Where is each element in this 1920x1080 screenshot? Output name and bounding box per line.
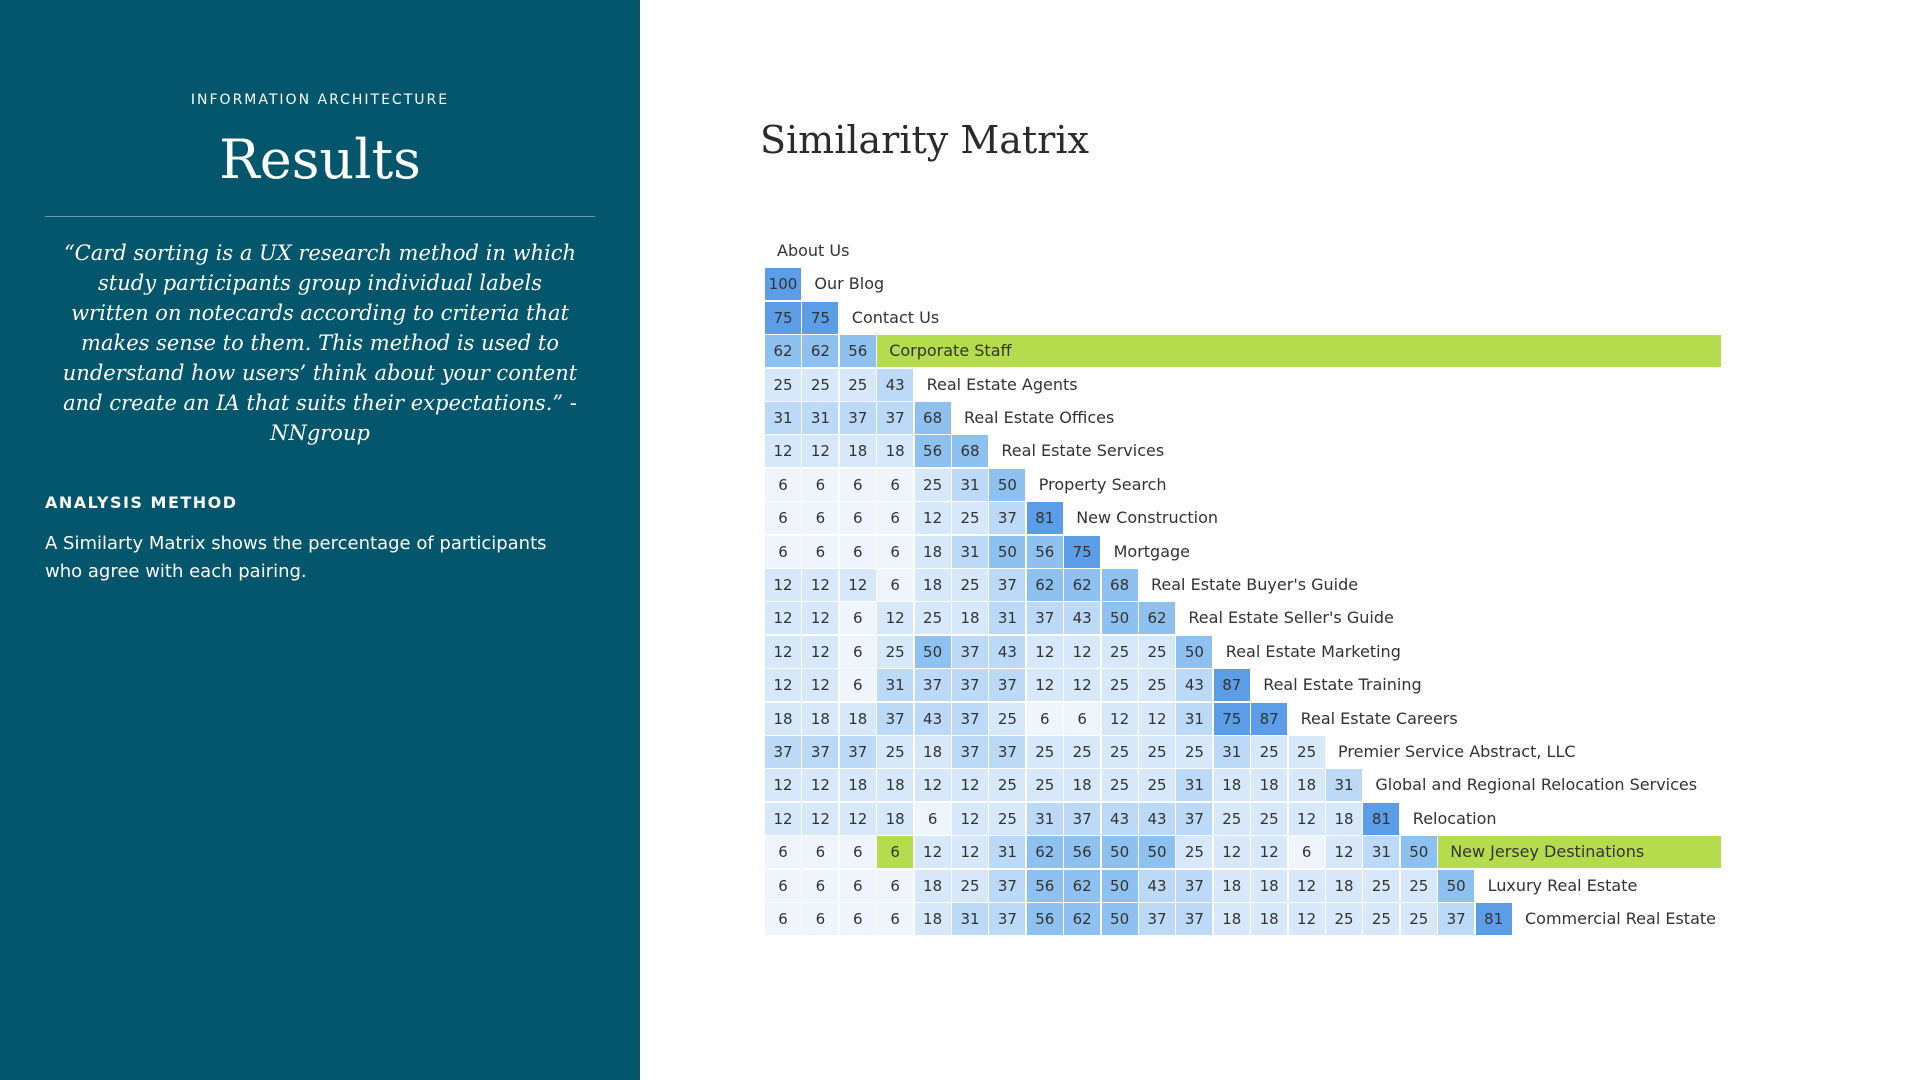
matrix-cell: 6	[915, 803, 951, 835]
matrix-cell: 31	[989, 602, 1025, 634]
matrix-cell: 12	[952, 769, 988, 801]
matrix-cell: 6	[840, 602, 876, 634]
matrix-cell: 31	[952, 903, 988, 935]
matrix-row	[765, 569, 1721, 601]
matrix-cell: 25	[1251, 736, 1287, 768]
matrix-row-label: Mortgage	[1113, 541, 1190, 561]
matrix-cell: 37	[877, 402, 913, 434]
matrix-cell: 6	[765, 870, 801, 902]
matrix-cell: 12	[952, 836, 988, 868]
matrix-row-label: Real Estate Services	[1001, 441, 1165, 461]
matrix-cell: 6	[877, 870, 913, 902]
matrix-cell: 100	[765, 268, 801, 300]
matrix-cell: 25	[1139, 669, 1175, 701]
matrix-cell: 37	[989, 502, 1025, 534]
matrix-cell: 6	[765, 536, 801, 568]
matrix-row-label: Real Estate Marketing	[1225, 641, 1401, 661]
matrix-cell: 62	[1064, 569, 1100, 601]
matrix-cell: 37	[989, 870, 1025, 902]
matrix-cell: 18	[840, 703, 876, 735]
matrix-cell: 81	[1476, 903, 1512, 935]
matrix-cell: 31	[802, 402, 838, 434]
matrix-cell: 31	[765, 402, 801, 434]
matrix-cell: 12	[1289, 803, 1325, 835]
matrix-row	[765, 870, 1721, 902]
matrix-cell: 37	[952, 669, 988, 701]
matrix-title: Similarity Matrix	[760, 118, 1089, 162]
matrix-cell: 6	[877, 836, 913, 868]
matrix-cell: 37	[915, 669, 951, 701]
matrix-row-label: Premier Service Abstract, LLC	[1338, 742, 1576, 761]
matrix-row-label: About Us	[777, 241, 850, 260]
matrix-row	[765, 502, 1721, 534]
matrix-cell: 6	[840, 669, 876, 701]
matrix-cell: 6	[840, 636, 876, 668]
matrix-cell: 87	[1214, 669, 1250, 701]
matrix-cell: 18	[1251, 769, 1287, 801]
matrix-cell: 25	[1214, 803, 1250, 835]
matrix-row	[765, 836, 1721, 868]
page-title: Results	[219, 128, 421, 191]
matrix-cell: 12	[765, 769, 801, 801]
matrix-cell: 50	[1438, 870, 1474, 902]
matrix-cell: 25	[1401, 870, 1437, 902]
matrix-cell: 25	[952, 502, 988, 534]
matrix-cell: 25	[1401, 903, 1437, 935]
section-eyebrow: INFORMATION ARCHITECTURE	[190, 92, 450, 108]
matrix-cell: 37	[840, 402, 876, 434]
matrix-cell: 25	[989, 703, 1025, 735]
matrix-cell: 18	[1251, 870, 1287, 902]
matrix-cell: 18	[877, 803, 913, 835]
matrix-cell: 18	[1326, 803, 1362, 835]
matrix-cell: 6	[1064, 703, 1100, 735]
matrix-cell: 75	[802, 302, 838, 334]
matrix-cell: 12	[765, 636, 801, 668]
matrix-row	[765, 335, 1721, 367]
matrix-cell: 6	[840, 469, 876, 501]
matrix-cell: 18	[877, 435, 913, 467]
matrix-cell: 12	[1214, 836, 1250, 868]
matrix-cell: 6	[877, 903, 913, 935]
matrix-cell: 12	[802, 435, 838, 467]
matrix-cell: 12	[1102, 703, 1138, 735]
matrix-cell: 12	[765, 669, 801, 701]
matrix-row-label: Relocation	[1412, 808, 1497, 828]
matrix-cell: 25	[1102, 769, 1138, 801]
matrix-cell: 12	[765, 569, 801, 601]
matrix-row-label: Real Estate Buyer's Guide	[1151, 575, 1359, 594]
matrix-row-label: Real Estate Training	[1263, 675, 1422, 695]
matrix-cell: 37	[1176, 903, 1212, 935]
matrix-row-label: New Jersey Destinations	[1438, 836, 1721, 868]
matrix-cell: 50	[1139, 836, 1175, 868]
matrix-cell: 62	[1064, 870, 1100, 902]
matrix-cell: 37	[1176, 803, 1212, 835]
matrix-row	[765, 703, 1721, 735]
card-sorting-quote: “Card sorting is a UX research method in which study participants group individual labels written on notecards according to criteria that makes sense to them. This method is used to understand how users’ think about your content and create an IA that suits their expectations.” - NNgroup	[62, 241, 578, 445]
matrix-cell: 12	[840, 803, 876, 835]
matrix-cell: 6	[802, 903, 838, 935]
matrix-row	[765, 369, 1721, 401]
matrix-cell: 6	[840, 536, 876, 568]
matrix-cell: 31	[1326, 769, 1362, 801]
matrix-cell: 50	[1102, 870, 1138, 902]
divider	[45, 216, 595, 217]
matrix-cell: 25	[989, 803, 1025, 835]
matrix-row-label: Real Estate Offices	[964, 408, 1115, 427]
matrix-cell: 12	[802, 636, 838, 668]
matrix-cell: 56	[1027, 870, 1063, 902]
matrix-cell: 75	[1064, 536, 1100, 568]
matrix-cell: 50	[1102, 602, 1138, 634]
matrix-cell: 18	[1214, 769, 1250, 801]
matrix-cell: 81	[1027, 502, 1063, 534]
matrix-cell: 37	[1139, 903, 1175, 935]
matrix-cell: 25	[1139, 769, 1175, 801]
matrix-cell: 12	[877, 602, 913, 634]
matrix-cell: 37	[989, 736, 1025, 768]
matrix-cell: 18	[1214, 870, 1250, 902]
matrix-row	[765, 302, 1721, 334]
matrix-cell: 18	[1289, 769, 1325, 801]
matrix-cell: 12	[915, 502, 951, 534]
matrix-row-label: Corporate Staff	[877, 335, 1721, 367]
matrix-cell: 25	[915, 602, 951, 634]
matrix-row-label: Real Estate Agents	[926, 374, 1078, 394]
matrix-cell: 6	[802, 836, 838, 868]
matrix-cell: 37	[952, 636, 988, 668]
matrix-cell: 12	[802, 803, 838, 835]
matrix-cell: 62	[765, 335, 801, 367]
matrix-cell: 18	[1214, 903, 1250, 935]
matrix-cell: 25	[1176, 836, 1212, 868]
matrix-cell: 62	[1027, 569, 1063, 601]
matrix-cell: 25	[1139, 636, 1175, 668]
matrix-cell: 12	[765, 803, 801, 835]
matrix-cell: 12	[802, 669, 838, 701]
matrix-cell: 37	[952, 703, 988, 735]
matrix-cell: 18	[765, 703, 801, 735]
matrix-cell: 25	[1139, 736, 1175, 768]
matrix-cell: 50	[1102, 836, 1138, 868]
matrix-cell: 56	[1027, 536, 1063, 568]
matrix-cell: 68	[1102, 569, 1138, 601]
matrix-row	[765, 469, 1721, 501]
matrix-row-label: Contact Us	[851, 307, 940, 327]
matrix-cell: 6	[802, 502, 838, 534]
matrix-cell: 37	[989, 903, 1025, 935]
matrix-cell: 37	[952, 736, 988, 768]
matrix-cell: 25	[952, 569, 988, 601]
analysis-method-heading: ANALYSIS METHOD	[45, 493, 238, 512]
matrix-row	[765, 636, 1721, 668]
matrix-cell: 31	[1363, 836, 1399, 868]
matrix-cell: 37	[1176, 870, 1212, 902]
matrix-cell: 25	[1251, 803, 1287, 835]
matrix-cell: 31	[952, 469, 988, 501]
matrix-row-label: Our Blog	[814, 274, 885, 294]
matrix-cell: 43	[989, 636, 1025, 668]
matrix-cell: 37	[765, 736, 801, 768]
matrix-cell: 18	[877, 769, 913, 801]
matrix-row	[765, 769, 1721, 801]
matrix-row-label: Real Estate Careers	[1300, 708, 1458, 728]
matrix-row	[765, 435, 1721, 467]
matrix-cell: 31	[1176, 769, 1212, 801]
matrix-cell: 6	[877, 469, 913, 501]
matrix-cell: 25	[1363, 870, 1399, 902]
matrix-cell: 56	[1027, 903, 1063, 935]
matrix-cell: 12	[915, 836, 951, 868]
matrix-row-label: Real Estate Seller's Guide	[1188, 608, 1394, 628]
matrix-cell: 31	[1027, 803, 1063, 835]
matrix-cell: 12	[802, 602, 838, 634]
matrix-cell: 6	[765, 836, 801, 868]
matrix-cell: 18	[952, 602, 988, 634]
matrix-row	[765, 669, 1721, 701]
matrix-cell: 6	[1027, 703, 1063, 735]
matrix-cell: 37	[1064, 803, 1100, 835]
matrix-cell: 25	[877, 736, 913, 768]
matrix-row-label: New Construction	[1076, 508, 1219, 528]
matrix-cell: 12	[1064, 636, 1100, 668]
matrix-row	[765, 536, 1721, 568]
matrix-row	[765, 268, 1721, 300]
matrix-cell: 12	[1139, 703, 1175, 735]
matrix-cell: 56	[1064, 836, 1100, 868]
matrix-cell: 18	[1064, 769, 1100, 801]
matrix-cell: 25	[840, 369, 876, 401]
matrix-cell: 12	[1027, 669, 1063, 701]
matrix-cell: 25	[1363, 903, 1399, 935]
matrix-cell: 6	[877, 536, 913, 568]
matrix-row-label: Property Search	[1038, 474, 1167, 494]
matrix-row	[765, 235, 1721, 267]
left-panel	[0, 0, 640, 1080]
matrix-cell: 37	[802, 736, 838, 768]
matrix-cell: 12	[765, 435, 801, 467]
matrix-row-label: Global and Regional Relocation Services	[1375, 775, 1698, 795]
matrix-cell: 31	[1176, 703, 1212, 735]
matrix-cell: 12	[1289, 903, 1325, 935]
matrix-row	[765, 402, 1721, 434]
matrix-cell: 25	[1027, 736, 1063, 768]
matrix-cell: 43	[915, 703, 951, 735]
matrix-cell: 25	[765, 369, 801, 401]
matrix-cell: 18	[1251, 903, 1287, 935]
matrix-cell: 37	[1027, 602, 1063, 634]
matrix-cell: 25	[1326, 903, 1362, 935]
matrix-cell: 18	[915, 536, 951, 568]
matrix-row	[765, 803, 1721, 835]
matrix-cell: 18	[915, 569, 951, 601]
matrix-cell: 50	[989, 469, 1025, 501]
similarity-matrix	[765, 235, 1721, 936]
matrix-row	[765, 736, 1721, 768]
matrix-cell: 6	[765, 502, 801, 534]
matrix-cell: 12	[952, 803, 988, 835]
matrix-cell: 37	[877, 703, 913, 735]
matrix-cell: 25	[952, 870, 988, 902]
matrix-cell: 18	[840, 435, 876, 467]
matrix-cell: 6	[1289, 836, 1325, 868]
matrix-cell: 18	[915, 903, 951, 935]
matrix-cell: 25	[1102, 736, 1138, 768]
matrix-cell: 75	[765, 302, 801, 334]
matrix-cell: 6	[840, 502, 876, 534]
matrix-cell: 6	[765, 469, 801, 501]
matrix-cell: 18	[915, 870, 951, 902]
matrix-cell: 43	[1139, 803, 1175, 835]
matrix-cell: 56	[915, 435, 951, 467]
matrix-cell: 6	[840, 870, 876, 902]
matrix-cell: 25	[802, 369, 838, 401]
matrix-cell: 31	[952, 536, 988, 568]
matrix-cell: 43	[1176, 669, 1212, 701]
matrix-cell: 25	[1027, 769, 1063, 801]
matrix-cell: 50	[1176, 636, 1212, 668]
matrix-cell: 18	[1326, 870, 1362, 902]
matrix-cell: 43	[877, 369, 913, 401]
matrix-cell: 12	[1027, 636, 1063, 668]
matrix-cell: 6	[877, 502, 913, 534]
matrix-cell: 18	[840, 769, 876, 801]
analysis-method-text: A Similarty Matrix shows the percentage of participants who agree with each pairing.	[45, 533, 547, 582]
matrix-cell: 25	[989, 769, 1025, 801]
matrix-cell: 37	[989, 569, 1025, 601]
matrix-cell: 62	[1139, 602, 1175, 634]
matrix-cell: 50	[1102, 903, 1138, 935]
matrix-cell: 6	[802, 536, 838, 568]
matrix-row-label: Commercial Real Estate	[1525, 909, 1716, 928]
matrix-cell: 6	[765, 903, 801, 935]
matrix-cell: 75	[1214, 703, 1250, 735]
matrix-cell: 18	[802, 703, 838, 735]
matrix-cell: 25	[915, 469, 951, 501]
matrix-cell: 25	[1176, 736, 1212, 768]
matrix-cell: 12	[1064, 669, 1100, 701]
matrix-cell: 25	[1064, 736, 1100, 768]
matrix-cell: 62	[1027, 836, 1063, 868]
matrix-cell: 12	[802, 769, 838, 801]
matrix-cell: 25	[1102, 636, 1138, 668]
matrix-cell: 37	[840, 736, 876, 768]
matrix-cell: 81	[1363, 803, 1399, 835]
matrix-cell: 12	[915, 769, 951, 801]
matrix-row	[765, 602, 1721, 634]
matrix-cell: 31	[989, 836, 1025, 868]
matrix-cell: 25	[877, 636, 913, 668]
matrix-cell: 6	[840, 836, 876, 868]
matrix-cell: 50	[915, 636, 951, 668]
matrix-cell: 37	[1438, 903, 1474, 935]
matrix-cell: 6	[802, 469, 838, 501]
matrix-cell: 6	[802, 870, 838, 902]
matrix-cell: 62	[802, 335, 838, 367]
matrix-cell: 50	[1401, 836, 1437, 868]
matrix-cell: 43	[1102, 803, 1138, 835]
matrix-row-label: Luxury Real Estate	[1487, 875, 1638, 895]
matrix-cell: 50	[989, 536, 1025, 568]
matrix-cell: 31	[877, 669, 913, 701]
matrix-cell: 12	[1289, 870, 1325, 902]
matrix-cell: 25	[1289, 736, 1325, 768]
matrix-cell: 12	[1251, 836, 1287, 868]
matrix-cell: 12	[765, 602, 801, 634]
matrix-cell: 87	[1251, 703, 1287, 735]
matrix-cell: 25	[1102, 669, 1138, 701]
matrix-row	[765, 903, 1721, 935]
matrix-cell: 6	[877, 569, 913, 601]
matrix-cell: 12	[840, 569, 876, 601]
matrix-cell: 6	[840, 903, 876, 935]
matrix-cell: 12	[802, 569, 838, 601]
matrix-cell: 56	[840, 335, 876, 367]
matrix-cell: 37	[989, 669, 1025, 701]
matrix-cell: 43	[1064, 602, 1100, 634]
matrix-cell: 62	[1064, 903, 1100, 935]
matrix-cell: 31	[1214, 736, 1250, 768]
matrix-cell: 43	[1139, 870, 1175, 902]
matrix-cell: 68	[915, 402, 951, 434]
matrix-cell: 12	[1326, 836, 1362, 868]
matrix-cell: 68	[952, 435, 988, 467]
matrix-cell: 18	[915, 736, 951, 768]
